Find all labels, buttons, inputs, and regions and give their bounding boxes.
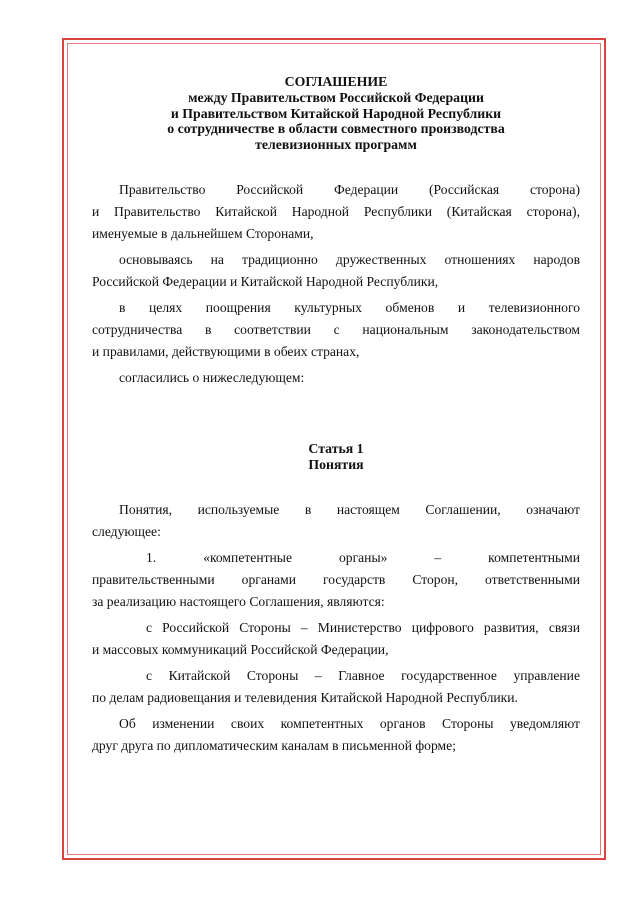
title-line: телевизионных программ <box>255 137 417 153</box>
text-line: за реализацию настоящего Соглашения, являются: <box>92 593 385 609</box>
text-line: друг друга по дипломатическим каналам в письменной форме; <box>92 737 456 753</box>
text-line: сотрудничества в соответствии с национальным законодательством <box>92 321 580 337</box>
text-line: и правилами, действующими в обеих странах, <box>92 343 360 359</box>
text-line: Об изменении своих компетентных органов Стороны уведомляют <box>119 715 580 731</box>
text-line: с Китайской Стороны – Главное государственное управление <box>146 667 580 683</box>
preamble-paragraph-3 <box>92 297 580 363</box>
text-line: с Российской Стороны – Министерство цифрового развития, связи <box>146 619 580 635</box>
document-body <box>92 74 580 757</box>
text-line: Российской Федерации и Китайской Народной Республики, <box>92 273 439 289</box>
title-line: СОГЛАШЕНИЕ <box>284 74 388 89</box>
preamble-paragraph-4: согласились о нижеследующем: <box>119 369 305 385</box>
text-line: Правительство Российской Федерации (Российская сторона) <box>119 181 580 197</box>
chinese-authority <box>92 665 580 709</box>
article-heading <box>92 441 580 473</box>
text-line: по делам радиовещания и телевидения Китайской Народной Республики. <box>92 689 518 705</box>
notification-paragraph <box>92 713 580 757</box>
text-line: 1. «компетентные органы» – компетентными <box>146 549 580 565</box>
text-line: правительственными органами государств Сторон, ответственными <box>92 571 580 587</box>
text-line: именуемые в дальнейшем Сторонами, <box>92 225 314 241</box>
text-line: и массовых коммуникаций Российской Федерации, <box>92 641 389 657</box>
article-number: Статья 1 <box>308 440 364 456</box>
preamble-paragraph-1 <box>92 179 580 245</box>
text-line: в целях поощрения культурных обменов и телевизионного <box>119 299 580 315</box>
text-line: следующее: <box>92 523 161 539</box>
definition-item-1 <box>92 547 580 613</box>
text-line: основываясь на традиционно дружественных отношениях народов <box>119 251 580 267</box>
title-line: о сотрудничестве в области совместного производства <box>167 121 505 137</box>
title-line: между Правительством Российской Федерации <box>188 89 484 105</box>
text-line: Понятия, используемые в настоящем Соглашении, означают <box>119 501 580 517</box>
document-title <box>92 74 580 153</box>
title-line: и Правительством Китайской Народной Республики <box>170 105 502 121</box>
text-line: и Правительство Китайской Народной Республики (Китайская сторона), <box>92 203 580 219</box>
article-intro <box>92 499 580 543</box>
article-name: Понятия <box>308 456 364 472</box>
preamble-paragraph-2 <box>92 249 580 293</box>
russian-authority <box>92 617 580 661</box>
